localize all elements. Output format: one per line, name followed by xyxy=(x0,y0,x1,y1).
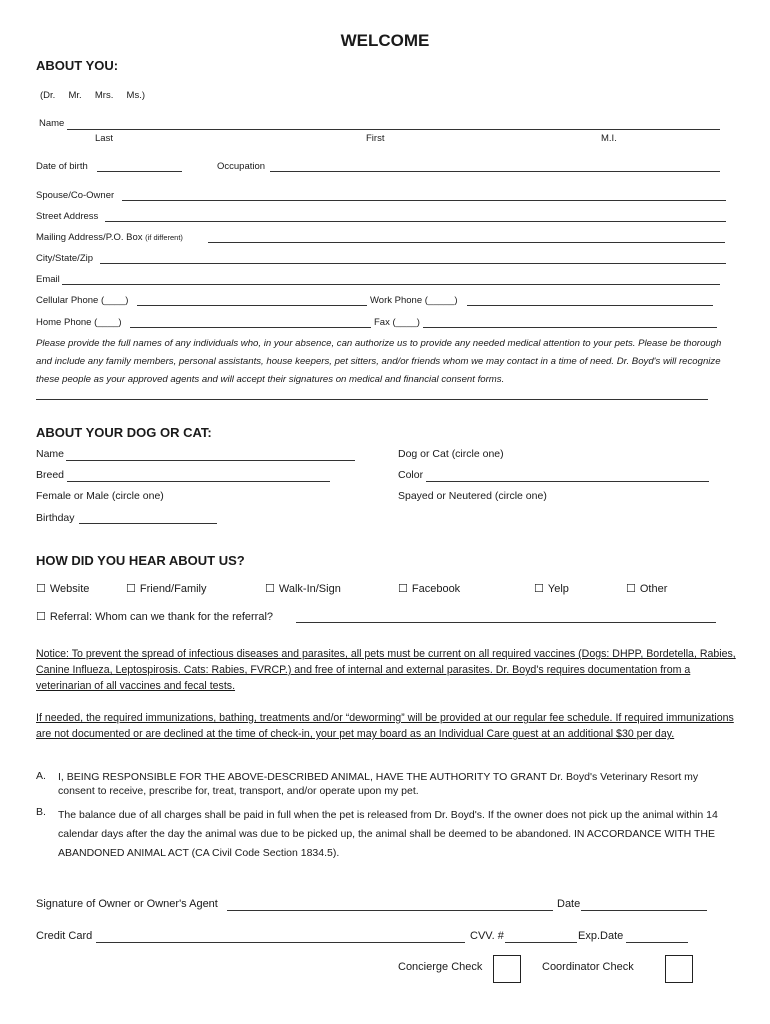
salutation-options[interactable]: (Dr. Mr. Mrs. Ms.) xyxy=(40,90,146,101)
mailing-note: (if different) xyxy=(145,233,183,242)
checkbox-icon[interactable]: ☐ xyxy=(534,582,544,595)
checkbox-icon[interactable]: ☐ xyxy=(36,610,46,623)
approved-agents-instructions: Please provide the full names of any individuals who, in your absence, can authorize us to provide any needed medical attention to your pets. Please be thorough and include any family members, personal assistants, house keepers, pet sitters, and/or friends whom we may contact in a time of need. Dr. Boyd's will recognize these people as your approved agents and will accept their signatures on medical and financial consent forms. xyxy=(36,338,722,385)
checkbox-icon[interactable]: ☐ xyxy=(36,582,46,595)
email-field[interactable] xyxy=(62,284,720,285)
cvv-label: CVV. # xyxy=(470,930,504,942)
dob-field[interactable] xyxy=(97,171,182,172)
credit-card-field[interactable] xyxy=(96,942,465,943)
city-field[interactable] xyxy=(100,263,726,264)
exp-date-field[interactable] xyxy=(626,942,688,943)
last-name-caption: Last xyxy=(95,133,113,144)
home-phone-label: Home Phone (____) xyxy=(36,317,122,328)
dog-or-cat-option[interactable]: Dog or Cat (circle one) xyxy=(398,448,504,460)
mailing-field[interactable] xyxy=(208,242,725,243)
middle-initial-caption: M.I. xyxy=(601,133,617,144)
immunization-notice: If needed, the required immunizations, bathing, treatments and/or “deworming” will be provided at our regular fee schedule. If required immunizations are not documented or are declined at the time of check-in, your pet may board as an Individual Care guest at an additional $30 per day. xyxy=(36,712,734,740)
name-label: Name xyxy=(39,118,65,129)
signature-label: Signature of Owner or Owner's Agent xyxy=(36,898,218,910)
work-phone-label: Work Phone (_____) xyxy=(370,295,458,306)
sex-option[interactable]: Female or Male (circle one) xyxy=(36,490,164,502)
spayed-option[interactable]: Spayed or Neutered (circle one) xyxy=(398,490,547,502)
cell-phone-label: Cellular Phone (____) xyxy=(36,295,129,306)
coordinator-check-label: Coordinator Check xyxy=(542,961,634,973)
term-b-marker: B. xyxy=(36,806,46,818)
referral-field[interactable] xyxy=(296,622,716,623)
approved-agents-field[interactable] xyxy=(36,399,708,400)
color-label: Color xyxy=(398,469,424,481)
hear-heading: HOW DID YOU HEAR ABOUT US? xyxy=(36,553,245,568)
city-label: City/State/Zip xyxy=(36,253,94,264)
option-friend-family[interactable]: ☐ Friend/Family xyxy=(126,582,207,595)
breed-field[interactable] xyxy=(67,481,330,482)
owner-name-field[interactable] xyxy=(67,129,720,130)
cell-phone-field[interactable] xyxy=(137,305,367,306)
spouse-label: Spouse/Co-Owner xyxy=(36,190,115,201)
coordinator-check-box[interactable] xyxy=(665,955,693,983)
signature-field[interactable] xyxy=(227,910,553,911)
checkbox-icon[interactable]: ☐ xyxy=(626,582,636,595)
occupation-label: Occupation xyxy=(217,161,266,172)
email-label: Email xyxy=(36,274,60,285)
birthday-label: Birthday xyxy=(36,512,75,524)
checkbox-icon[interactable]: ☐ xyxy=(398,582,408,595)
dob-label: Date of birth xyxy=(36,161,88,172)
about-you-heading: ABOUT YOU: xyxy=(36,58,119,73)
checkbox-icon[interactable]: ☐ xyxy=(126,582,136,595)
option-yelp[interactable]: ☐ Yelp xyxy=(534,582,569,595)
work-phone-field[interactable] xyxy=(467,305,713,306)
spouse-field[interactable] xyxy=(122,200,726,201)
option-referral[interactable]: ☐ Referral: Whom can we thank for the referral? xyxy=(36,610,274,623)
fax-field[interactable] xyxy=(423,327,717,328)
home-phone-field[interactable] xyxy=(130,327,371,328)
option-website[interactable]: ☐ Website xyxy=(36,582,90,595)
term-b-text: The balance due of all charges shall be paid in full when the pet is released from Dr. Boyd's. If the owner does not pick up the animal within 14 calendar days after the day the animal was due to be picked up, the animal shall be deemed to be abandoned. IN ACCORDANCE WITH THE ABANDONED ANIMAL ACT (CA Civil Code Section 1834.5). xyxy=(58,809,718,859)
option-other[interactable]: ☐ Other xyxy=(626,582,668,595)
cvv-field[interactable] xyxy=(505,942,577,943)
about-pet-heading: ABOUT YOUR DOG OR CAT: xyxy=(36,425,212,440)
mailing-label: Mailing Address/P.O. Box (if different) xyxy=(36,232,183,243)
vaccine-notice: Notice: To prevent the spread of infectious diseases and parasites, all pets must be current on all required vaccines (Dogs: DHPP, Bordetella, Rabies, Canine Influeza, Leptospirosis. Cats: Rabies, FVRCP.) and free of internal and external parasites. Dr. Boyd's requires documentation from a veterinarian of all vaccines and fecal tests. xyxy=(36,648,736,692)
option-walk-in-sign[interactable]: ☐ Walk-In/Sign xyxy=(265,582,341,595)
fax-label: Fax (____) xyxy=(374,317,420,328)
checkbox-icon[interactable]: ☐ xyxy=(265,582,275,595)
color-field[interactable] xyxy=(426,481,709,482)
occupation-field[interactable] xyxy=(270,171,720,172)
term-a-text: I, BEING RESPONSIBLE FOR THE ABOVE-DESCRIBED ANIMAL, HAVE THE AUTHORITY TO GRANT Dr. Boyd's Veterinary Resort my consent to receive, prescribe for, treat, transport, and/or operate upon my pet. xyxy=(58,771,699,797)
date-label: Date xyxy=(557,898,581,910)
street-label: Street Address xyxy=(36,211,99,222)
option-facebook[interactable]: ☐ Facebook xyxy=(398,582,461,595)
page-title: WELCOME xyxy=(340,31,430,50)
credit-card-label: Credit Card xyxy=(36,930,93,942)
exp-date-label: Exp.Date xyxy=(578,930,624,942)
breed-label: Breed xyxy=(36,469,65,481)
birthday-field[interactable] xyxy=(79,523,217,524)
concierge-check-label: Concierge Check xyxy=(398,961,483,973)
pet-name-label: Name xyxy=(36,448,65,460)
term-a-marker: A. xyxy=(36,770,46,782)
pet-name-field[interactable] xyxy=(66,460,355,461)
concierge-check-box[interactable] xyxy=(493,955,521,983)
street-field[interactable] xyxy=(105,221,726,222)
first-name-caption: First xyxy=(366,133,385,144)
date-field[interactable] xyxy=(581,910,707,911)
